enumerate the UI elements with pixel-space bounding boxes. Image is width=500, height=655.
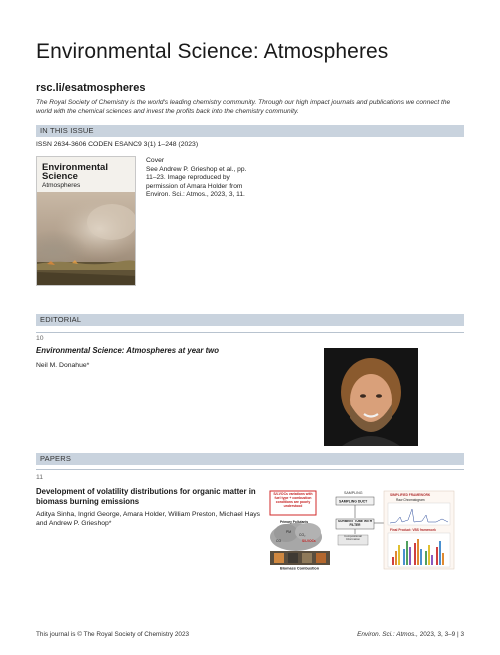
journal-blurb: The Royal Society of Chemistry is the world's leading chemistry community. Through our high impact journals and publications we connect the world with the chemical sciences and invest the profits back into the chemistry community. [36, 99, 451, 115]
graphic-label-primary: Primary Pollutants [280, 520, 309, 524]
editorial-page-number: 10 [36, 335, 44, 342]
graphic-label-composition: Compositional Information [344, 535, 362, 542]
footer-citation [357, 631, 464, 638]
paper-title[interactable]: Development of volatility distributions for organic matter in biomass burning emissions [36, 487, 256, 506]
section-bar-papers: PAPERS [36, 453, 464, 465]
graphic-gas-co: CO [276, 539, 282, 543]
cover-caption: See Andrew P. Grieshop et al., pp. 11–23. Image reproduced by permission of Amara Holder from Environ. Sci.: Atmos., 2023, 3, 11. [146, 166, 247, 199]
editorial-authors: Neil M. Donahue* [36, 362, 90, 369]
cover-image[interactable] [36, 156, 136, 286]
graphic-gas-co2: CO₂ [299, 533, 306, 537]
graphic-label-framework: SIMPLIFIED FRAMEWORK [390, 493, 431, 497]
footer-volume-pages: 2023, 3, 3–9 | 3 [417, 631, 464, 638]
section-bar-in-this-issue: IN THIS ISSUE [36, 125, 464, 137]
graphic-gas-svoc: S/I-VOCs [302, 539, 316, 543]
editorial-title[interactable]: Environmental Science: Atmospheres at year two [36, 346, 219, 355]
graphic-label-sampling: SAMPLING [344, 491, 363, 495]
editorial-rule [36, 332, 464, 333]
journal-title: Environmental Science: Atmospheres [36, 40, 389, 63]
papers-rule [36, 469, 464, 470]
graphic-gas-pm: PM [286, 530, 292, 534]
footer-journal: Environ. Sci.: Atmos., [357, 631, 418, 638]
paper-authors: Aditya Sinha, Ingrid George, Amara Holder, William Preston, Michael Hays and Andrew P. Grieshop* [36, 511, 261, 527]
graphic-label-duct: SAMPLING DUCT [339, 499, 368, 504]
footer-copyright: This journal is © The Royal Society of Chemistry 2023 [36, 631, 190, 638]
graphic-label-biomass: Biomass Combustion [280, 566, 320, 571]
cover-label: Cover [146, 157, 165, 164]
cover-photo-smoke-field [37, 192, 136, 286]
journal-url[interactable]: rsc.li/esatmospheres [36, 82, 146, 94]
graphic-label-chromatogram: Raw Chromatogram [396, 498, 425, 502]
section-bar-editorial: EDITORIAL [36, 314, 464, 326]
cover-journal-name: Environmental Science [42, 162, 108, 182]
author-portrait-photo [324, 348, 418, 446]
toc-graphic-biomass-framework [266, 489, 456, 571]
issn-line: ISSN 2634-3606 CODEN ESANC9 3(1) 1–248 (2023) [36, 141, 199, 148]
paper-page-number: 11 [36, 474, 44, 481]
graphic-red-box-text: S/I-VOCs variations with fuel type + combustion conditions are poorly understood [273, 492, 313, 508]
graphic-label-sorbent: SORBENT TUBE WITH FILTER [337, 520, 373, 527]
graphic-label-final: Final Product: VBS framework [390, 528, 436, 532]
cover-journal-subtitle: Atmospheres [42, 182, 81, 189]
